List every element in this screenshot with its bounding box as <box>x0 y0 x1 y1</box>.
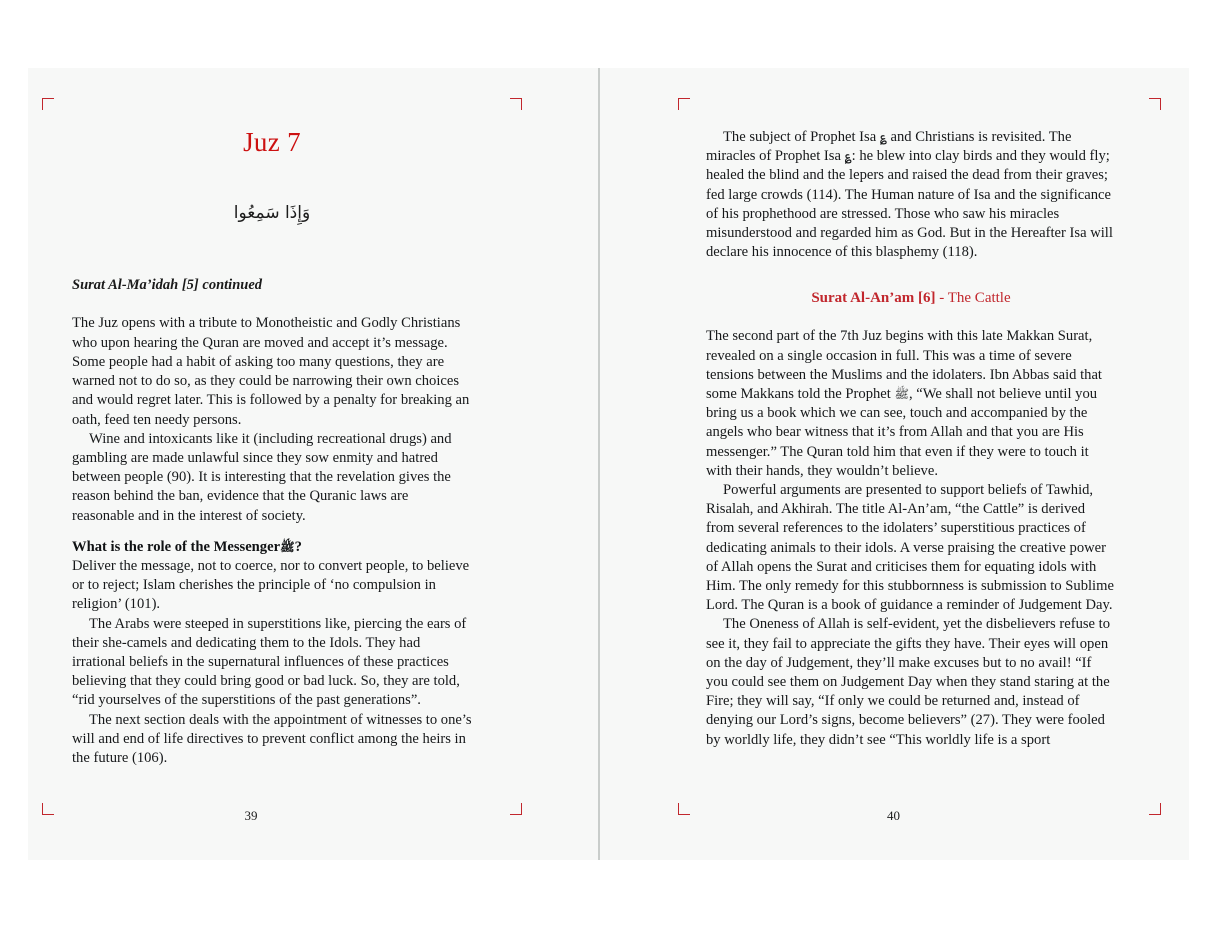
question-heading-text: What is the role of the Messenger <box>72 538 281 555</box>
right-paragraph-2: Powerful arguments are presented to support beliefs of Tawhid, Risalah, and Akhirah. The title Al-An’am, “the Cattle” is derived from several references to the idolaters’ superstitious practices of dedicating animals to their idols. A verse praising the creative power of Allah opens the Surat and criticises them for equating idols with Him. The only remedy for this stubbornness is submission to Sublime Lord. The Quran is a book of guidance a reminder of Judgement Day. <box>706 482 1114 614</box>
left-paragraph-1: The Juz opens with a tribute to Monotheistic and Godly Christians who upon hearing the Quran are moved and accept it’s message. Some people had a habit of asking too many questions, they are warned not to do so, as they could be narrowing their own choices and would regret later. This is followed by a penalty for breaking an oath, feed ten needy persons. <box>72 315 470 428</box>
alayhis-salam-glyph-icon: ؏ <box>844 149 852 164</box>
crop-mark-top-left-icon <box>42 98 54 110</box>
intro-text-part3: : he blew into clay birds and they would fly; healed the blind and the lepers and raised the dead from their graves; fed large crowds (114). The Human nature of Isa and the significance of his prophethood are stressed. Those who saw his miracles misunderstood and regarded him as God. But in the Hereafter Isa will declare his innocence of this blasphemy (118). <box>706 148 1113 261</box>
question-heading <box>72 538 472 557</box>
salawat-glyph-icon: ﷺ <box>280 539 295 554</box>
surat-heading-name: Surat Al-An’am [6] <box>811 290 936 307</box>
folio-left: 39 <box>244 808 258 823</box>
left-paragraph-4: The Arabs were steeped in superstitions like, piercing the ears of their she-camels and dedicating them to the Idols. They had irrational beliefs in the supernatural influences of these practices believing that they could bring good or bad luck. So, they are told, “rid yourselves of the superstitions of the past generations”. <box>72 615 467 709</box>
left-text-frame <box>72 128 472 790</box>
surat-continued-label: Surat Al-Ma’idah [5] continued <box>72 277 263 294</box>
surat-heading <box>706 289 1116 307</box>
right-text-frame <box>706 128 1116 790</box>
book-spread <box>28 68 1189 860</box>
left-paragraph-5: The next section deals with the appointment of witnesses to one’s will and end of life directives to prevent conflict among the heirs in the future (106). <box>72 711 472 766</box>
right-paragraph-1-part1: The second part of the 7th Juz begins with this late Makkan Surat, revealed on a single occasion in full. This was a time of severe tensions between the Muslims and the idolaters. Ibn Abbas said that some Makkans told the Prophet <box>706 328 1102 403</box>
left-paragraph-3: Deliver the message, not to coerce, nor to convert people, to believe or to reject; Islam cherishes the principle of ‘no compulsion in religion’ (101). <box>72 557 470 613</box>
arabic-heading: وَإِذَا سَمِعُوا <box>233 202 311 223</box>
right-paragraph-1-part2: , “We shall not believe until you bring us a book which we can see, touch and accompanied by the angels who bear witness that it’s from Allah and that you are His messenger.” The Quran told him that even if they were to touch it with their hands, they wouldn’t believe. <box>706 386 1098 479</box>
surat-heading-translation: - The Cattle <box>935 290 1011 307</box>
right-paragraph-3: The Oneness of Allah is self-evident, yet the disbelievers refuse to see it, they fail to appreciate the gifts they have. Their eyes will open on the day of Judgement, they’ll make excuses but to no avail! “If you could see them on Judgement Day when they stand staring at the Fire; they will say, “If only we could be returned and, instead of denying our Lord’s signs, become believers” (27). They were fooled by worldly life, they didn’t see “This worldly life is a sport <box>706 616 1111 748</box>
salawat-glyph-icon: ﷺ <box>894 387 909 402</box>
question-heading-suffix: ? <box>294 538 302 555</box>
alayhis-salam-glyph-icon: ؏ <box>879 130 887 144</box>
crop-mark-top-right-icon <box>510 98 522 110</box>
intro-text-part2: and Christians is revisited. The miracles of Prophet Isa <box>706 129 1072 165</box>
left-paragraph-2: Wine and intoxicants like it (including recreational drugs) and gambling are made unlawful since they sow enmity and hatred between people (90). It is interesting that the revelation gives the reason behind the ban, evidence that the Quranic laws are reasonable and in the interest of society. <box>72 430 452 524</box>
crop-mark-top-right-icon <box>1149 98 1161 110</box>
right-paragraph-1 <box>706 327 1116 481</box>
page-right <box>600 68 1187 860</box>
folio-right: 40 <box>887 808 900 823</box>
crop-mark-top-left-icon <box>678 98 690 110</box>
right-paragraph-intro <box>706 128 1116 262</box>
page-left <box>28 68 600 860</box>
intro-text-part1: The subject of Prophet Isa <box>723 129 880 145</box>
juz-title: Juz 7 <box>243 127 301 157</box>
